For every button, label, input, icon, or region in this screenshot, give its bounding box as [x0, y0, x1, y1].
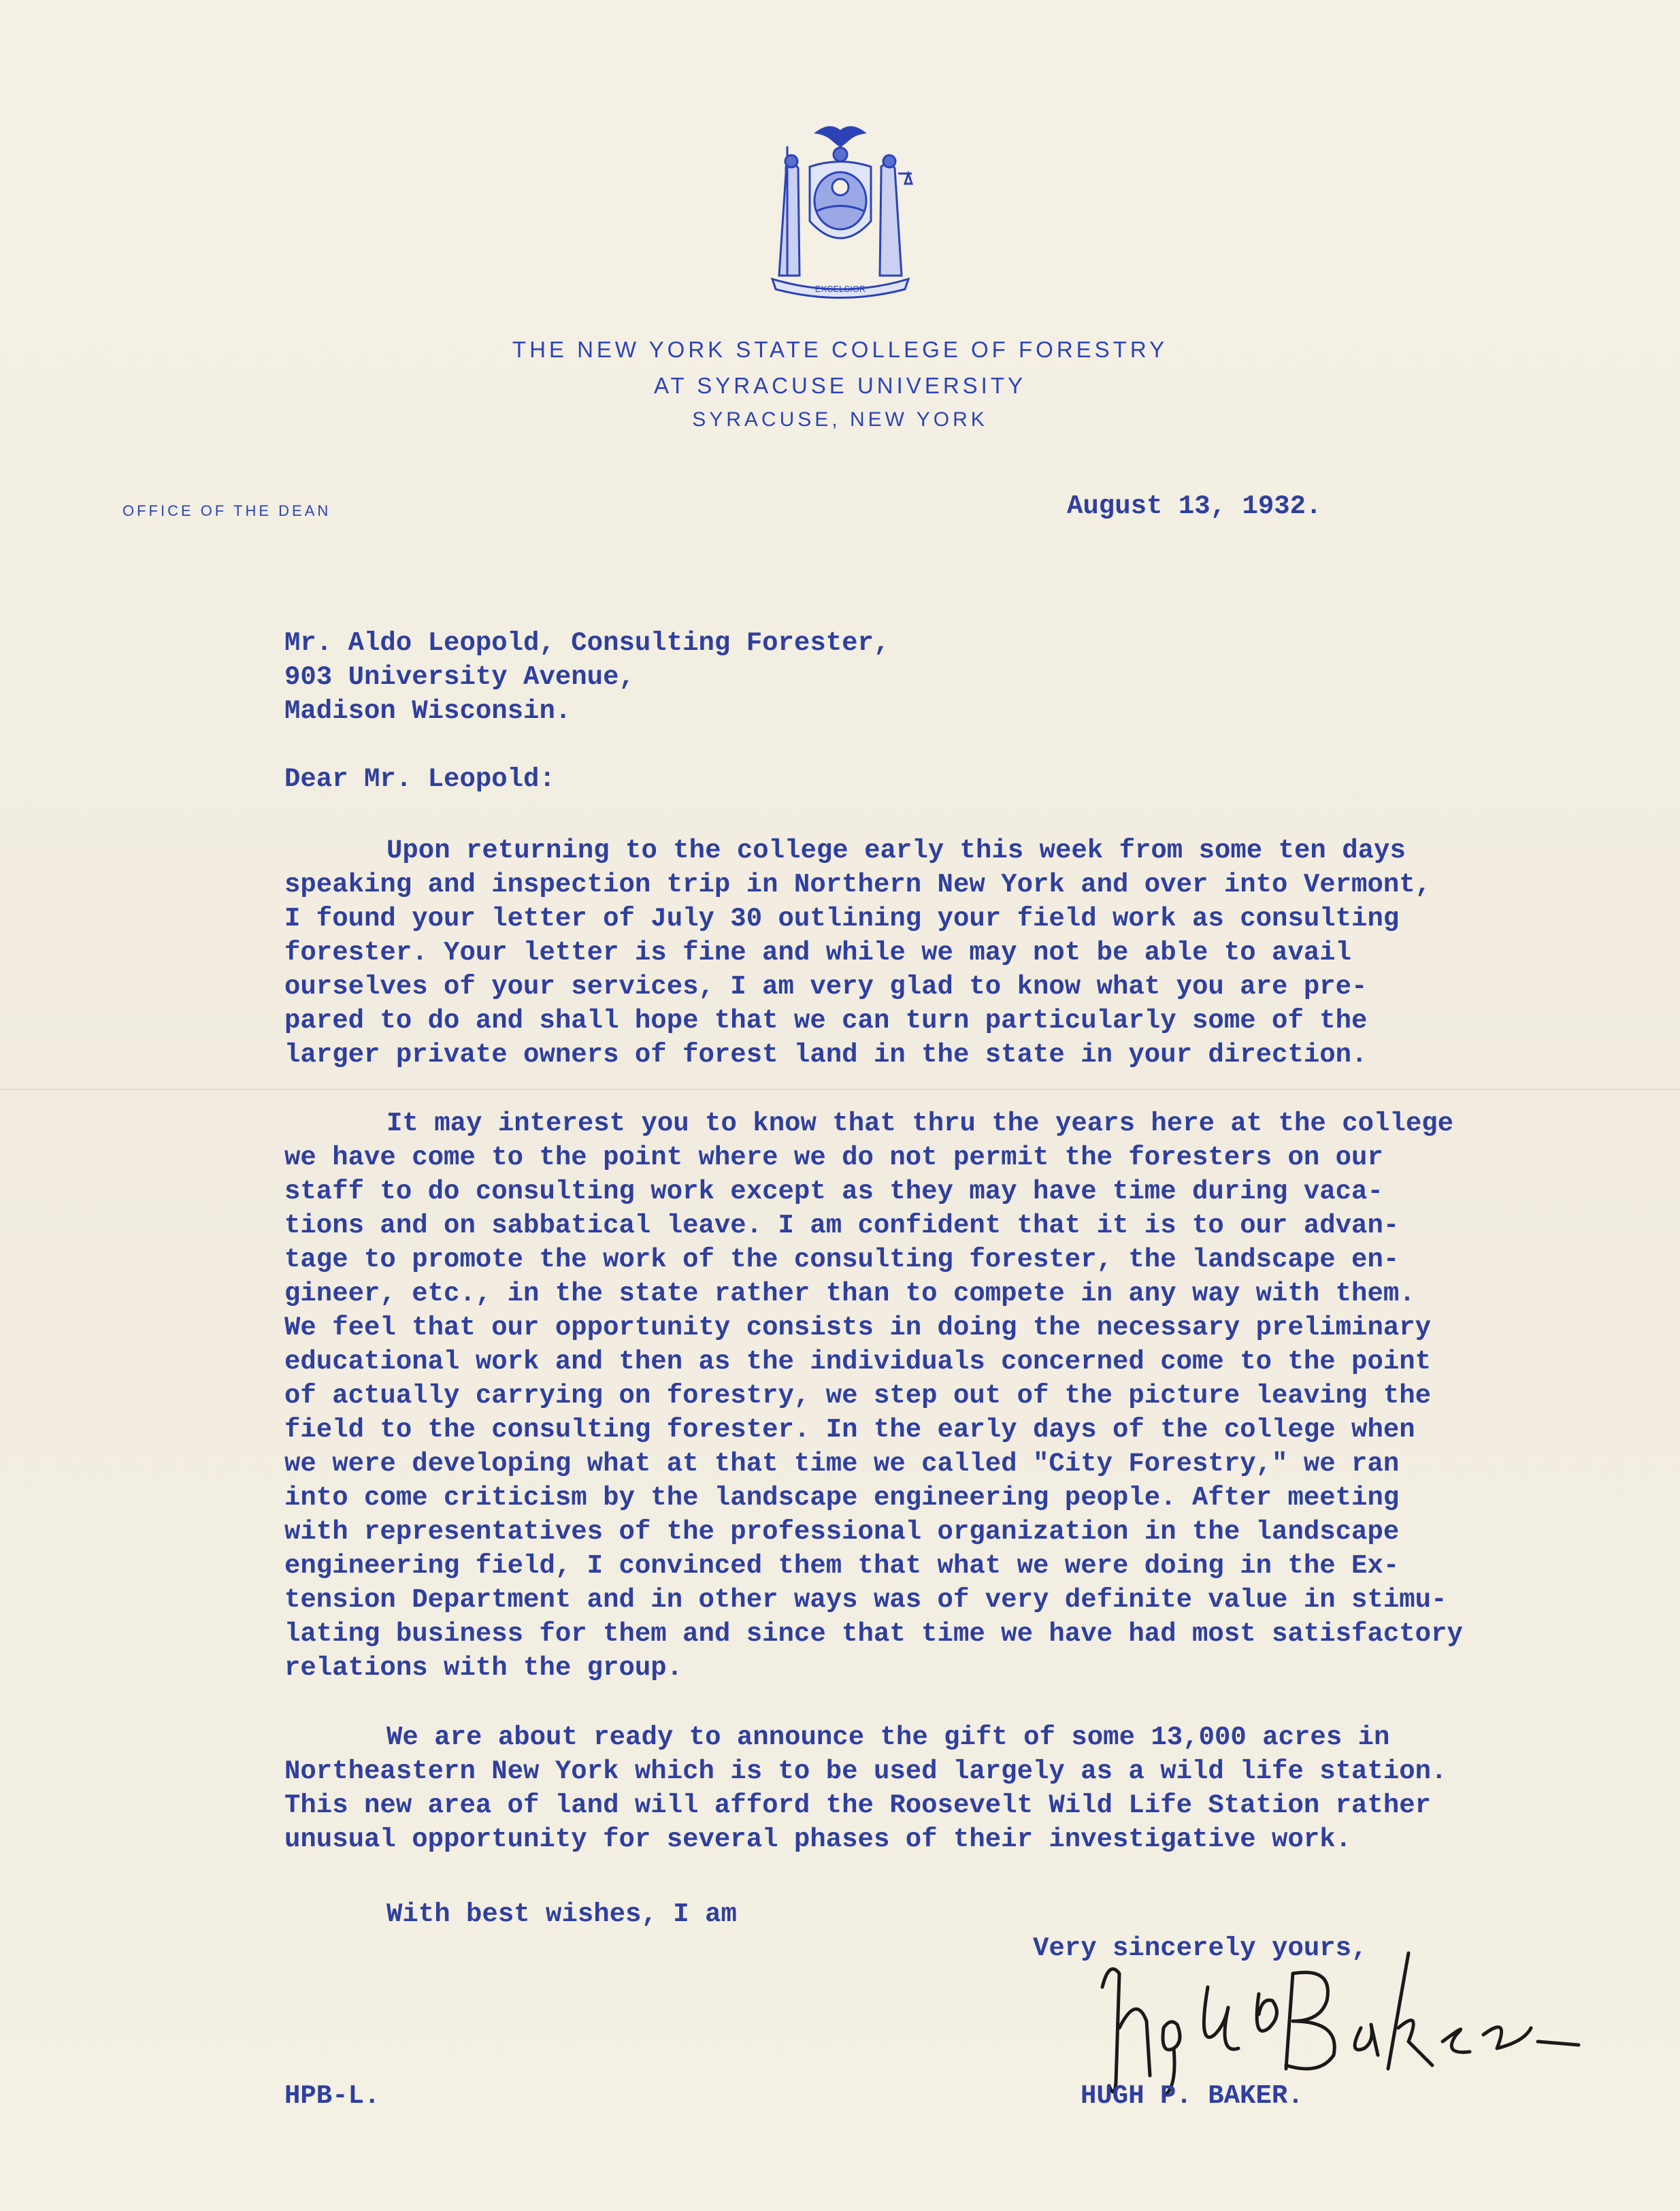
paragraph-line: unusual opportunity for several phases of their investigative work. [284, 1824, 1352, 1854]
paragraph-line: engineering field, I convinced them that what we were doing in the Ex- [284, 1551, 1400, 1581]
paragraph-line: forester. Your letter is fine and while we may not be able to avail [284, 938, 1352, 968]
paragraph-line: field to the consulting forester. In the early days of the college when [284, 1415, 1415, 1445]
paragraph-line: pared to do and shall hope that we can turn particularly some of the [284, 1006, 1368, 1036]
address-line: Madison Wisconsin. [284, 696, 572, 726]
paragraph-line: It may interest you to know that thru the years here at the college [386, 1109, 1454, 1139]
paragraph-line: lating business for them and since that time we have had most satisfactory [284, 1619, 1463, 1649]
body-paragraph-2 [284, 1107, 1463, 1685]
paragraph-line: speaking and inspection trip in Northern New York and over into Vermont, [284, 870, 1432, 900]
address-line: Mr. Aldo Leopold, Consulting Forester, [284, 628, 890, 658]
address-line: 903 University Avenue, [284, 662, 635, 692]
body-paragraph-3 [284, 1720, 1447, 1856]
paragraph-line: into come criticism by the landscape engineering people. After meeting [284, 1483, 1400, 1513]
paragraph-line: ourselves of your services, I am very glad to know what you are pre- [284, 972, 1368, 1002]
paragraph-line: tension Department and in other ways was of very definite value in stimu- [284, 1585, 1447, 1615]
paragraph-line: with representatives of the professional organization in the landscape [284, 1517, 1400, 1547]
paragraph-line: Northeastern New York which is to be used largely as a wild life station. [284, 1756, 1447, 1786]
paragraph-line: I found your letter of July 30 outlining your field work as consulting [284, 904, 1400, 934]
signer-name: HUGH P. BAKER. [1081, 2081, 1304, 2111]
paragraph-line: of actually carrying on forestry, we step out of the picture leaving the [284, 1381, 1432, 1411]
paragraph-line: We are about ready to announce the gift of some 13,000 acres in [386, 1722, 1390, 1752]
closing-line: With best wishes, I am [386, 1899, 737, 1929]
paragraph-line: This new area of land will afford the Roosevelt Wild Life Station rather [284, 1790, 1432, 1820]
paragraph-line: relations with the group. [284, 1653, 683, 1683]
valediction: Very sincerely yours, [1033, 1933, 1368, 1963]
new-york-state-seal-icon [745, 119, 936, 303]
paragraph-line: gineer, etc., in the state rather than to compete in any way with them. [284, 1279, 1415, 1309]
paragraph-line: we have come to the point where we do not permit the foresters on our [284, 1143, 1383, 1173]
letterhead-city: SYRACUSE, NEW YORK [692, 408, 988, 431]
paragraph-line: we were developing what at that time we called "City Forestry," we ran [284, 1449, 1400, 1479]
paragraph-line: Upon returning to the college early this week from some ten days [386, 836, 1406, 866]
paragraph-line: educational work and then as the individuals concerned come to the point [284, 1347, 1432, 1377]
paragraph-line: We feel that our opportunity consists in doing the necessary preliminary [284, 1313, 1432, 1343]
body-paragraph-1 [284, 834, 1431, 1072]
paragraph-line: tions and on sabbatical leave. I am confident that it is to our advan- [284, 1211, 1400, 1241]
typist-initials: HPB-L. [284, 2081, 380, 2111]
salutation: Dear Mr. Leopold: [284, 764, 555, 794]
paper-fold-line [0, 1089, 1680, 1090]
letterhead-university: AT SYRACUSE UNIVERSITY [653, 373, 1027, 398]
paragraph-line: staff to do consulting work except as they may have time during vaca- [284, 1177, 1383, 1207]
seal-motto: EXCELSIOR [814, 284, 866, 294]
letter-date: August 13, 1932. [1067, 491, 1322, 521]
letterhead-college-name: THE NEW YORK STATE COLLEGE OF FORESTRY [512, 337, 1168, 362]
paragraph-line: larger private owners of forest land in the state in your direction. [284, 1040, 1368, 1070]
paragraph-line: tage to promote the work of the consulting forester, the landscape en- [284, 1245, 1400, 1275]
letterhead-office: OFFICE OF THE DEAN [122, 502, 331, 519]
handwritten-signature [1089, 1946, 1653, 2103]
